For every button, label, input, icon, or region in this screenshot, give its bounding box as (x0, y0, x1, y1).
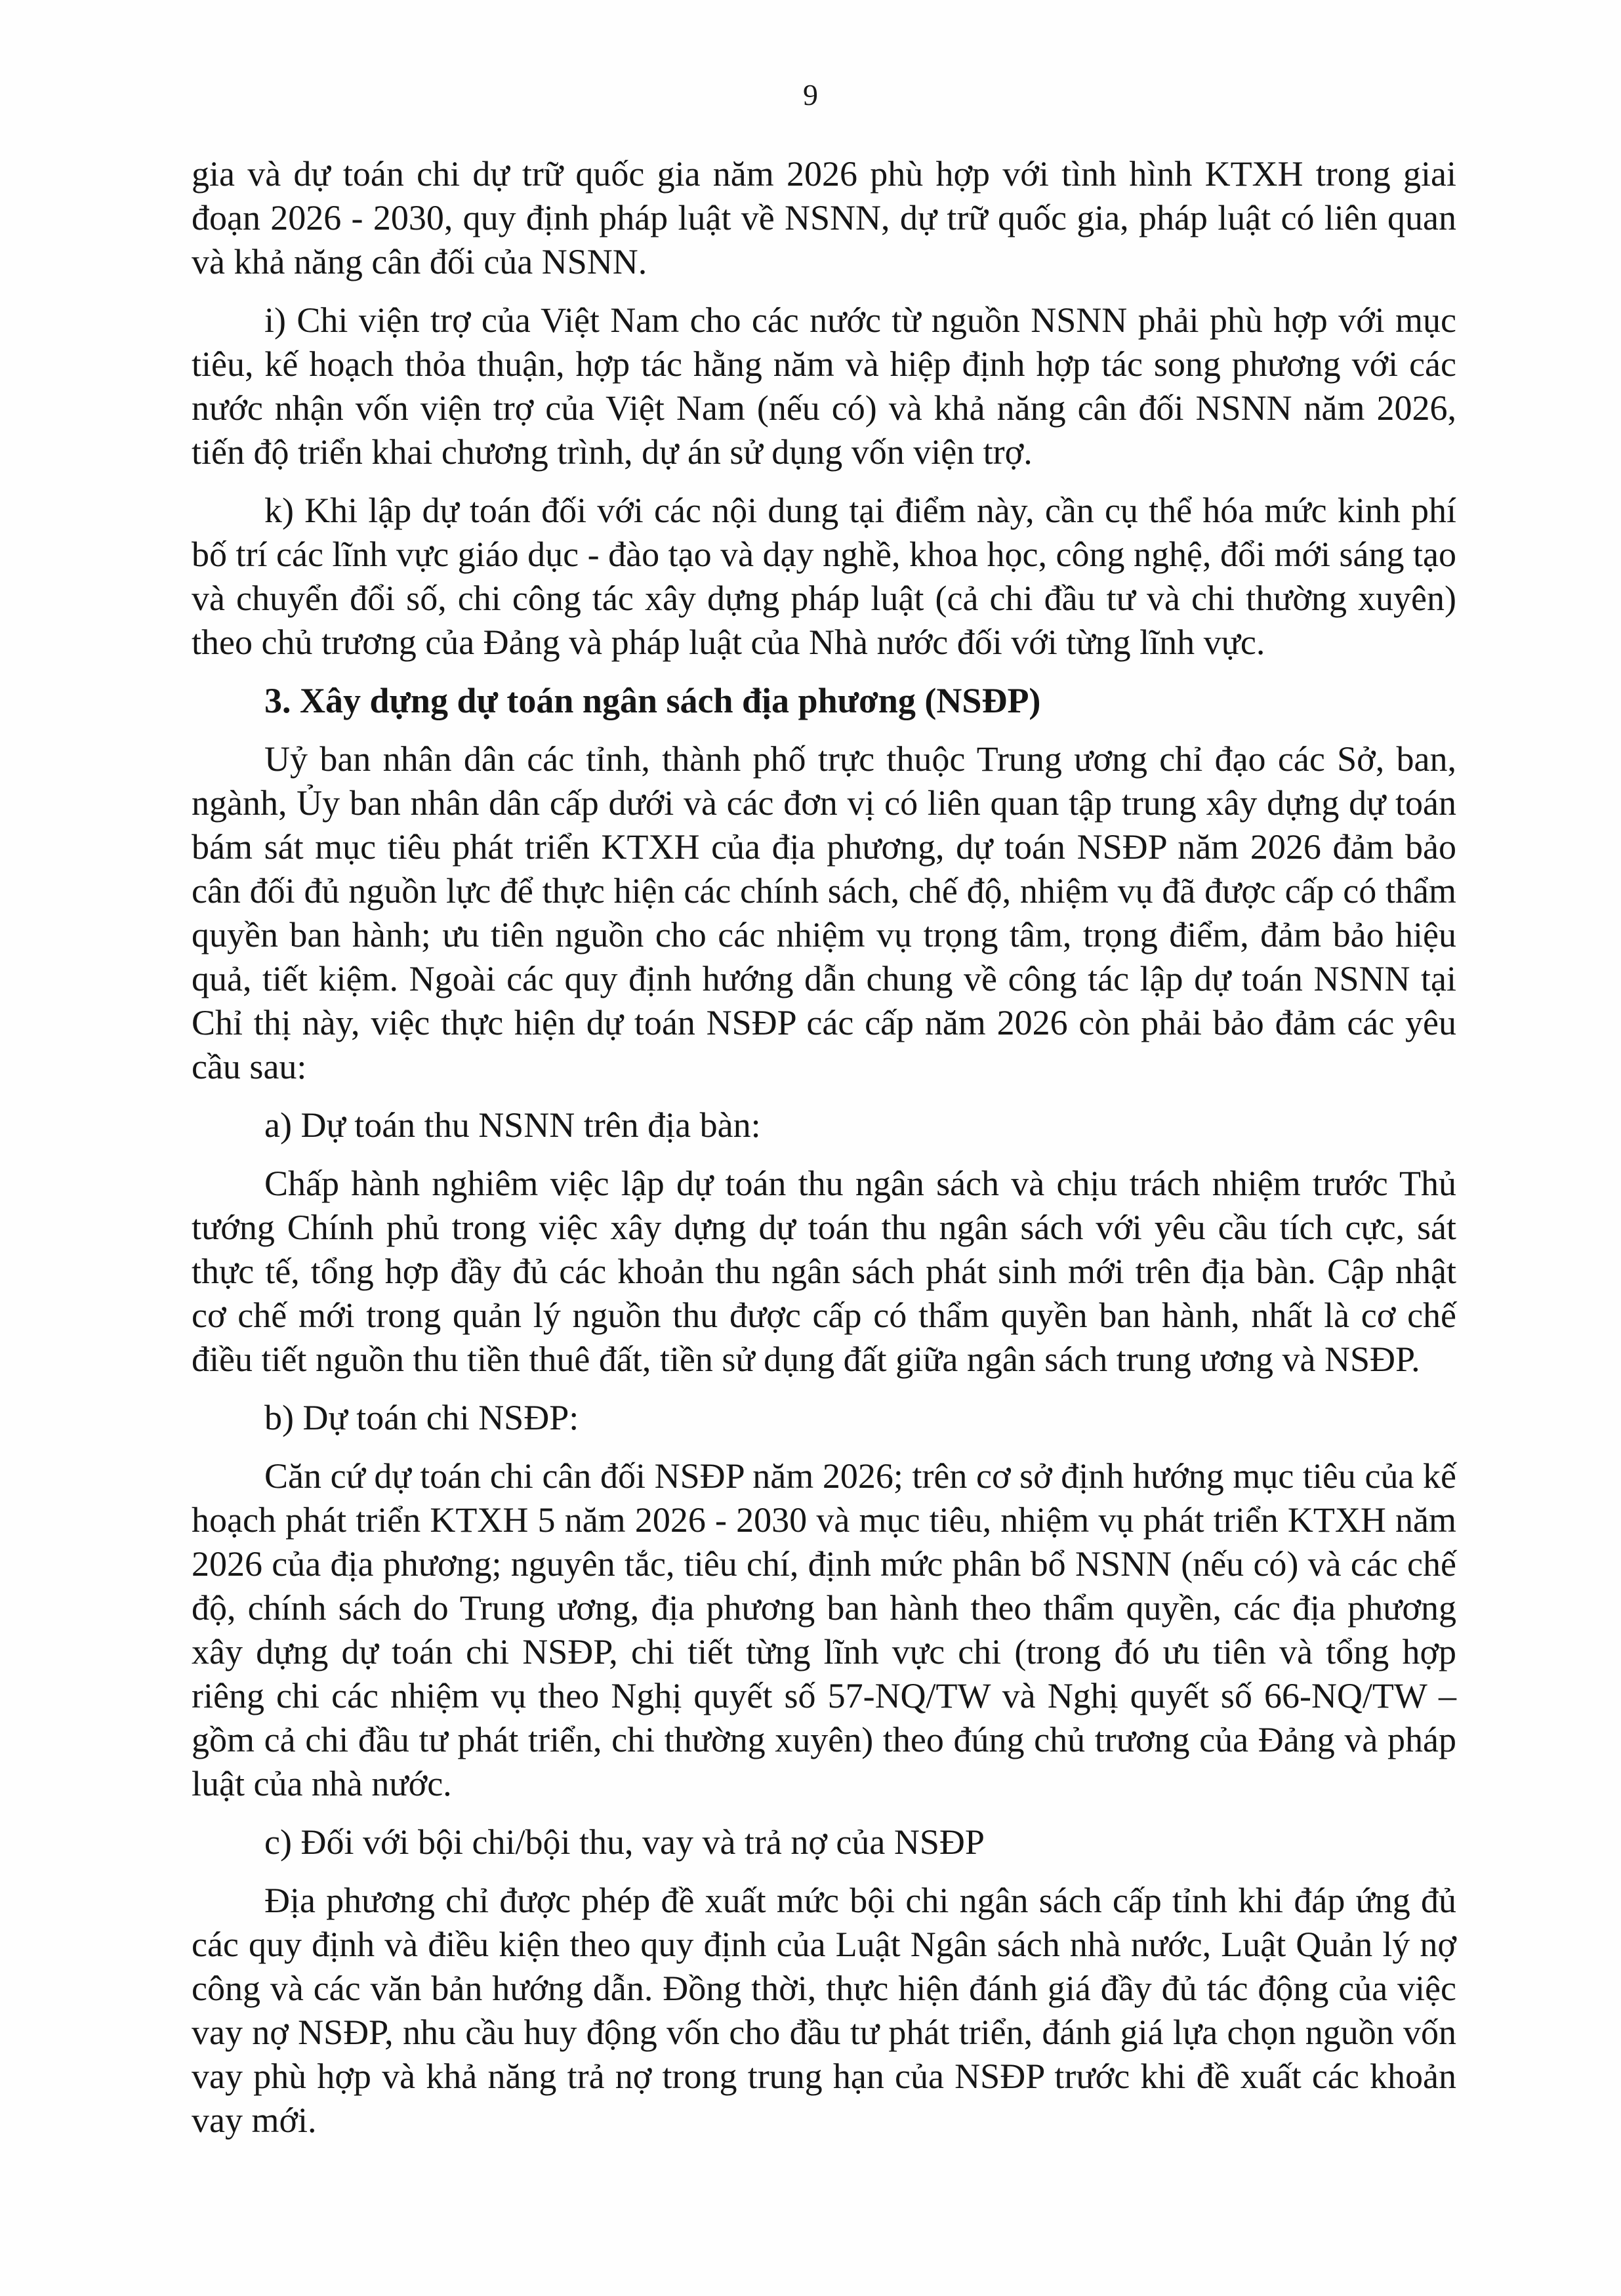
paragraph-a-body: Chấp hành nghiêm việc lập dự toán thu ngân sách và chịu trách nhiệm trước Thủ tướng Chính phủ trong việc xây dựng dự toán thu ngân sách với yêu cầu tích cực, sát thực tế, tổng hợp đầy đủ các khoản thu ngân sách phát sinh mới trên địa bàn. Cập nhật cơ chế mới trong quản lý nguồn thu được cấp có thẩm quyền ban hành, nhất là cơ chế điều tiết nguồn thu tiền thuê đất, tiền sử dụng đất giữa ngân sách trung ương và NSĐP. (192, 1164, 1456, 1379)
page-number: 9 (803, 78, 818, 112)
document-body (192, 152, 1456, 2157)
paragraph-item-i: i) Chi viện trợ của Việt Nam cho các nước từ nguồn NSNN phải phù hợp với mục tiêu, kế hoạch thỏa thuận, hợp tác hằng năm và hiệp định hợp tác song phương với các nước nhận vốn viện trợ của Việt Nam (nếu có) và khả năng cân đối NSNN năm 2026, tiến độ triển khai chương trình, dự án sử dụng vốn viện trợ. (192, 300, 1456, 472)
paragraph-c-body: Địa phương chỉ được phép đề xuất mức bội chi ngân sách cấp tỉnh khi đáp ứng đủ các quy định và điều kiện theo quy định của Luật Ngân sách nhà nước, Luật Quản lý nợ công và các văn bản hướng dẫn. Đồng thời, thực hiện đánh giá đầy đủ tác động của việc vay nợ NSĐP, nhu cầu huy động vốn cho đầu tư phát triển, đánh giá lựa chọn nguồn vốn vay phù hợp và khả năng trả nợ trong trung hạn của NSĐP trước khi đề xuất các khoản vay mới. (192, 1881, 1456, 2140)
paragraph-section-3-intro: Uỷ ban nhân dân các tỉnh, thành phố trực thuộc Trung ương chỉ đạo các Sở, ban, ngành, Ủy ban nhân dân cấp dưới và các đơn vị có liên quan tập trung xây dựng dự toán bám sát mục tiêu phát triển KTXH của địa phương, dự toán NSĐP năm 2026 đảm bảo cân đối đủ nguồn lực để thực hiện các chính sách, chế độ, nhiệm vụ đã được cấp có thẩm quyền ban hành; ưu tiên nguồn cho các nhiệm vụ trọng tâm, trọng điểm, đảm bảo hiệu quả, tiết kiệm. Ngoài các quy định hướng dẫn chung về công tác lập dự toán NSNN tại Chỉ thị này, việc thực hiện dự toán NSĐP các cấp năm 2026 còn phải bảo đảm các yêu cầu sau: (192, 739, 1456, 1086)
paragraph-continuation: gia và dự toán chi dự trữ quốc gia năm 2026 phù hợp với tình hình KTXH trong giai đoạn 2026 - 2030, quy định pháp luật về NSNN, dự trữ quốc gia, pháp luật có liên quan và khả năng cân đối của NSNN. (192, 154, 1456, 281)
section-heading-3: 3. Xây dựng dự toán ngân sách địa phương (NSĐP) (264, 681, 1041, 720)
paragraph-b-body: Căn cứ dự toán chi cân đối NSĐP năm 2026; trên cơ sở định hướng mục tiêu của kế hoạch phát triển KTXH 5 năm 2026 - 2030 và mục tiêu, nhiệm vụ phát triển KTXH năm 2026 của địa phương; nguyên tắc, tiêu chí, định mức phân bổ NSNN (nếu có) và các chế độ, chính sách do Trung ương, địa phương ban hành theo thẩm quyền, các địa phương xây dựng dự toán chi NSĐP, chi tiết từng lĩnh vực chi (trong đó ưu tiên và tổng hợp riêng chi các nhiệm vụ theo Nghị quyết số 57-NQ/TW và Nghị quyết số 66-NQ/TW – gồm cả chi đầu tư phát triển, chi thường xuyên) theo đúng chủ trương của Đảng và pháp luật của nhà nước. (192, 1456, 1456, 1803)
subheading-a: a) Dự toán thu NSNN trên địa bàn: (264, 1105, 761, 1145)
paragraph-item-k: k) Khi lập dự toán đối với các nội dung tại điểm này, cần cụ thể hóa mức kinh phí bố trí các lĩnh vực giáo dục - đào tạo và dạy nghề, khoa học, công nghệ, đổi mới sáng tạo và chuyển đổi số, chi công tác xây dựng pháp luật (cả chi đầu tư và chi thường xuyên) theo chủ trương của Đảng và pháp luật của Nhà nước đối với từng lĩnh vực. (192, 491, 1456, 662)
subheading-b: b) Dự toán chi NSĐP: (264, 1398, 579, 1437)
subheading-c: c) Đối với bội chi/bội thu, vay và trả nợ của NSĐP (264, 1822, 985, 1862)
